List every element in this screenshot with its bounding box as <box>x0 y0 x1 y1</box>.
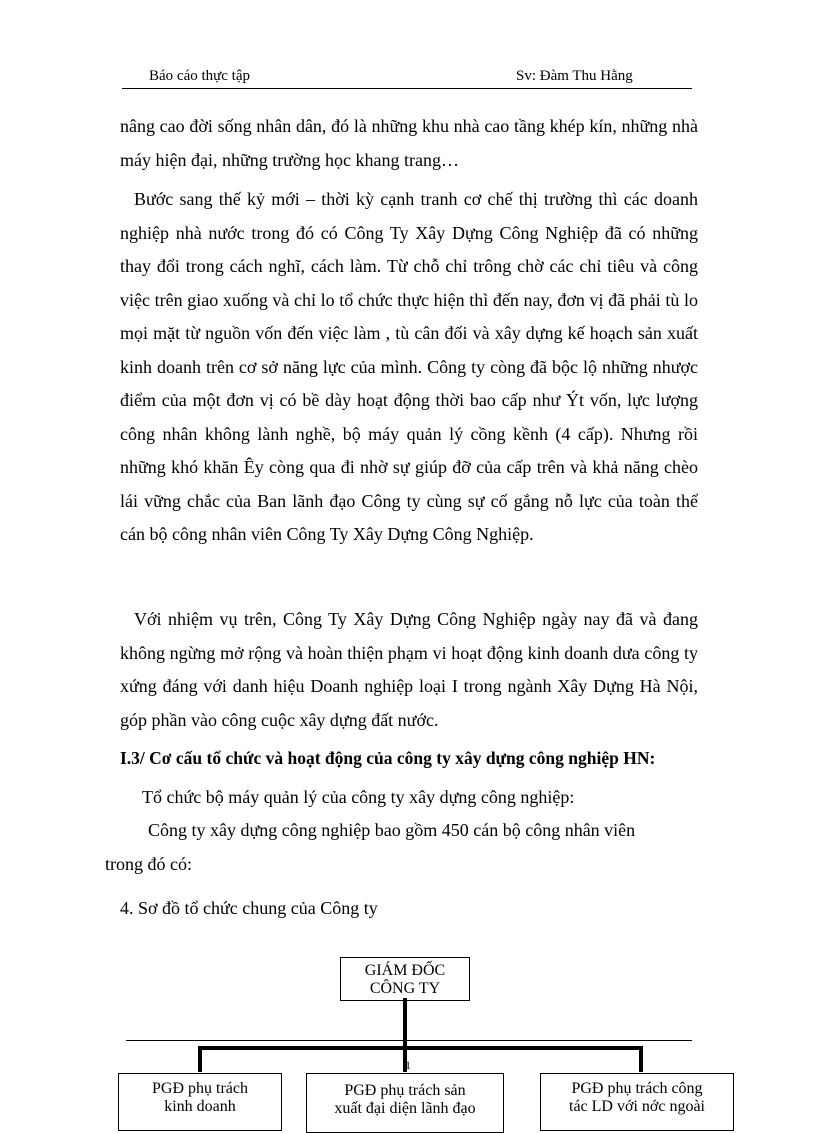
org-box-director <box>340 957 470 1001</box>
connector-vertical-main <box>403 998 407 1048</box>
org-box-foreign-line1: PGĐ phụ trách công <box>571 1080 703 1097</box>
text-line-3: trong đó có: <box>105 854 192 874</box>
header-report-title: Báo cáo thực tập <box>149 68 251 84</box>
org-box-business <box>118 1073 282 1131</box>
connector-drop-left <box>198 1046 202 1072</box>
connector-horizontal <box>198 1046 643 1050</box>
org-box-production-line1: PGĐ phụ trách sản <box>344 1082 466 1099</box>
paragraph-2: Bước sang thế kỷ mới – thời kỳ cạnh tranh cơ chế thị trường thì các doanh nghiệp nhà nước trong đó có Công Ty Xây Dựng Công Nghiệp đã có những thay đổi trong cách nghĩ, cách làm. Từ chỗ chỉ trông chờ các chỉ tiêu và công việc trên giao xuống và chỉ lo tổ chức thực hiện thì đến nay, đơn vị đã phải tù lo mọi mặt từ nguồn vốn đến việc làm , tù cân đối và xây dựng kế hoạch sản xuất kinh doanh trên cơ sở năng lực của mình. Công ty còng đã bộc lộ những nhược điểm của một đơn vị có bề dày hoạt động thời bao cấp như Ýt vốn, lực lượng công nhân không lành nghề, bộ máy quản lý cồng kềnh (4 cấp). Nhưng rồi những khó khăn Êy còng qua đi nhờ sự giúp đỡ của cấp trên và khả năng chèo lái vững chắc của Ban lãnh đạo Công ty cùng sự cố gắng nỗ lực của toàn thể cán bộ công nhân viên Công Ty Xây Dựng Công Nghiệp. <box>120 189 698 544</box>
paragraph-3: Với nhiệm vụ trên, Công Ty Xây Dựng Công Nghiệp ngày nay đã và đang không ngừng mở rộng và hoàn thiện phạm vi hoạt động kinh doanh dưa công ty xứng đáng với danh hiệu Doanh nghiệp loại I trong ngành Xây Dựng Hà Nội, góp phần vào công cuộc xây dựng đất nước. <box>120 609 698 730</box>
text-line-2: Công ty xây dựng công nghiệp bao gồm 450 cán bộ công nhân viên <box>148 820 636 840</box>
header-student-name: Sv: Đàm Thu Hằng <box>516 68 633 84</box>
section-heading: I.3/ Cơ cấu tổ chức và hoạt động của công ty xây dựng công nghiệp HN: <box>120 748 656 768</box>
org-box-production-line2: xuất đại diện lãnh đạo <box>334 1100 476 1117</box>
org-box-director-line1: GIÁM ĐỐC <box>364 962 446 979</box>
connector-label: 1 <box>405 1058 411 1072</box>
chart-top-rule <box>126 1040 692 1041</box>
org-box-foreign-line2: tác LD với nớc ngoài <box>569 1098 705 1115</box>
org-box-business-line1: PGĐ phụ trách <box>152 1080 248 1097</box>
text-line-4: 4. Sơ đồ tổ chức chung của Công ty <box>120 898 378 918</box>
page-header <box>122 66 692 89</box>
org-box-foreign <box>540 1073 734 1131</box>
org-box-business-line2: kinh doanh <box>164 1098 236 1115</box>
connector-drop-right <box>639 1046 643 1072</box>
org-box-director-line2: CÔNG TY <box>369 980 441 997</box>
org-box-production <box>306 1073 504 1133</box>
paragraph-1: nâng cao đời sống nhân dân, đó là những khu nhà cao tầng khép kín, những nhà máy hiện đại, những trường học khang trang… <box>120 116 698 170</box>
text-line-1: Tổ chức bộ máy quản lý của công ty xây dựng công nghiệp: <box>142 787 575 807</box>
